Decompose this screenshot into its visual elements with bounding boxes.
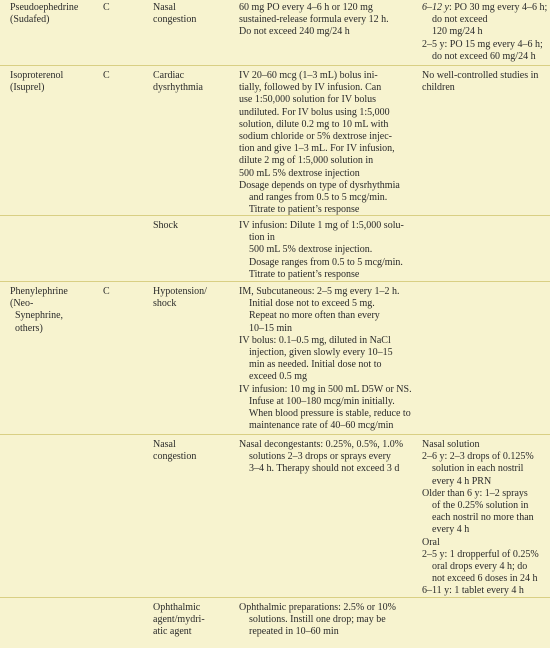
indication: Shock bbox=[153, 220, 178, 231]
adult-dosage: Nasal decongestants: 0.25%, 0.5%, 1.0% solutions 2–3 drops or sprays every 3–4 h. Therapy should not exceed 3 d bbox=[239, 439, 404, 475]
pregnancy-category: C bbox=[103, 2, 110, 13]
table-row bbox=[0, 2, 550, 61]
table-row bbox=[0, 434, 550, 598]
table-row bbox=[0, 65, 550, 216]
adult-dosage: IM, Subcutaneous: 2–5 mg every 1–2 h. Initial dose not to exceed 5 mg. Repeat no more often than every 10–15 min IV bolus: 0.1–0.5 mg, diluted in NaCl injection, given slowly every 10–15 min as needed. Initial dose not to exceed 0.5 mg IV infusion: 10 mg in 500 mL D5W or NS. Infuse at 100–180 mcg/min initially. When blood pressure is stable, reduce to maintenance rate of 40–60 mcg/min bbox=[239, 286, 412, 432]
adult-dosage: IV infusion: Dilute 1 mg of 1:5,000 solu- tion in 500 mL 5% dextrose injection. Dosage ranges from 0.5 to 5 mcg/min. Titrate to patient’s response bbox=[239, 220, 404, 280]
pediatric-dosage: Nasal solution 2–6 y: 2–3 drops of 0.125% solution in each nostril every 4 h PRN Older than 6 y: 1–2 sprays of the 0.25% solution in each nostril no more than every 4 h Oral 2–5 y: 1 dropperful of 0.25% oral drops every 4 h; do not exceed 6 doses in 24 h 6–11 y: 1 tablet every 4 h bbox=[422, 439, 539, 597]
indication: Nasal congestion bbox=[153, 2, 197, 26]
pediatric-dosage: 6–12 y: PO 30 mg every 4–6 h; do not exceed 120 mg/24 h 2–5 y: PO 15 mg every 4–6 h; do not exceed 60 mg/24 h bbox=[422, 2, 548, 62]
indication: Nasal congestion bbox=[153, 439, 197, 463]
pregnancy-category: C bbox=[103, 70, 110, 81]
adult-dosage: IV 20–60 mcg (1–3 mL) bolus ini- tially, followed by IV infusion. Can use 1:50,000 solution for IV bolus undiluted. For IV bolus using 1:5,000 solution, dilute 0.2 mg to 10 mL with sodium chloride or 5% dextrose injec- tion and give 1–3 mL. For IV infusion, dilute 2 mg of 1:5,000 solution in 500 mL 5% dextrose injection Dosage depends on type of dysrhythmia and ranges from 0.5 to 5 mcg/min. Titrate to patient’s response bbox=[239, 70, 400, 216]
indication: Ophthalmic agent/mydri- atic agent bbox=[153, 602, 205, 638]
pediatric-dosage: No well-controlled studies in children bbox=[422, 70, 539, 94]
drug-name: Isoproterenol (Isuprel) bbox=[10, 70, 64, 94]
indication: Hypotension/ shock bbox=[153, 286, 207, 310]
table-row bbox=[0, 281, 550, 435]
indication: Cardiac dysrhythmia bbox=[153, 70, 203, 94]
drug-name: Phenylephrine (Neo- Synephrine, others) bbox=[10, 286, 68, 334]
pregnancy-category: C bbox=[103, 286, 110, 297]
pediatric-age-range: 6–12 y bbox=[422, 2, 449, 13]
drug-name: Pseudoephedrine (Sudafed) bbox=[10, 2, 79, 26]
table-row bbox=[0, 215, 550, 284]
adult-dosage: 60 mg PO every 4–6 h or 120 mg sustained-release formula every 12 h. Do not exceed 240 mg/24 h bbox=[239, 2, 389, 38]
table-row bbox=[0, 597, 550, 648]
adult-dosage: Ophthalmic preparations: 2.5% or 10% solutions. Instill one drop; may be repeated in 10–60 min bbox=[239, 602, 396, 638]
